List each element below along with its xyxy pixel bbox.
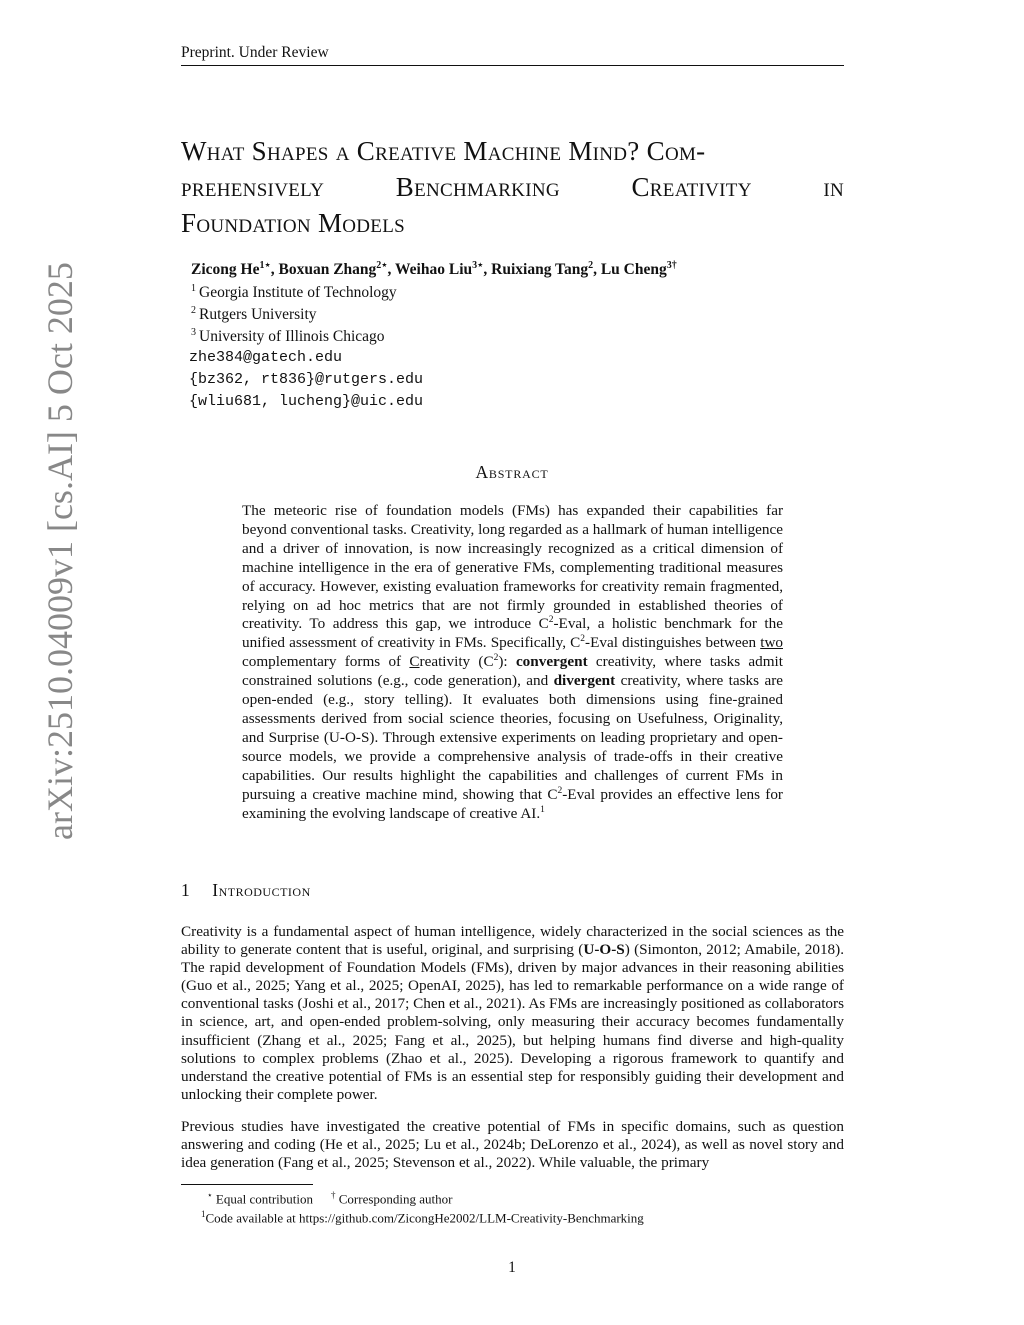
footnote: ⋆ Equal contribution † Corresponding author [207,1190,453,1207]
footnote-marker[interactable]: 1 [540,804,545,815]
email-address[interactable]: {bz362, rt836}@rutgers.edu [189,371,424,388]
affiliation [191,283,397,302]
section-heading [181,880,311,901]
affiliation-number: 1 [191,283,196,294]
footnote-rule [181,1184,313,1185]
affiliation-name: Georgia Institute of Technology [199,284,397,302]
bold-term: divergent [553,672,616,690]
bold-term: U-O-S [583,941,625,959]
author-name: Boxuan Zhang [278,261,377,279]
section-number: 1 [181,880,191,900]
author-name: Lu Cheng [600,261,667,279]
title-line-1: What Shapes a Creative Machine Mind? Com- [181,136,706,166]
author-sup: 2⋆ [376,260,388,271]
author-sup: 2 [588,260,594,271]
title-word: Benchmarking [395,172,560,202]
intro-paragraph: Previous studies have investigated the creative potential of FMs in specific domains, such as question answering and coding (He et al., 2025; Lu et al., 2024b; DeLorenzo et al., 2024), as well as novel story and idea generation (Fang et al., 2025; Stevenson et al., 2022). While valuable, the primary [181,1118,844,1172]
affiliation-number: 3 [191,327,196,338]
header-rule [181,65,844,66]
underlined-word: two [760,634,783,652]
abstract-heading: Abstract [475,462,549,482]
author-name: Zicong He [191,261,260,279]
author-sup: 3⋆ [472,260,484,271]
title-word: in [823,172,844,202]
intro-paragraph: Creativity is a fundamental aspect of human intelligence, widely characterized in the social sciences as the ability to generate content that is useful, original, and surprising (U-O-S) (Simonton, 2012; Amabile, 2018). The rapid development of Foundation Models (FMs), driven by major advances in their reasoning abilities (Guo et al., 2025; Yang et al., 2025; OpenAI, 2025), has led to remarkable performance on a wide range of conventional tasks (Joshi et al., 2017; Chen et al., 2021). As FMs are increasingly positioned as collaborators in science, art, and open-ended problem-solving, only measuring their accuracy becomes fundamentally insufficient (Zhang et al., 2025; Fang et al., 2025), but helping humans find diverse and high-quality solutions to complex problems (Zhao et al., 2025). Developing a rigorous framework to quantify and understand the creative potential of FMs is an essential step for responsibly guiding their development and unlocking their complete power. [181,923,844,1103]
affiliation-name: University of Illinois Chicago [199,328,385,346]
page-number: 1 [508,1259,516,1276]
running-head: Preprint. Under Review [181,44,329,61]
author-name: Ruixiang Tang [491,261,589,279]
title-line-2 [181,169,844,205]
title-line-3: Foundation Models [181,208,405,238]
affiliation [191,305,317,324]
author-sup: 3† [666,260,677,271]
underlined-letter: C [409,653,420,671]
email-address[interactable]: {wliu681, lucheng}@uic.edu [189,393,424,410]
affiliation-number: 2 [191,305,196,316]
code-link[interactable]: Code available at https://github.com/ZicongHe2002/LLM-Creativity-Benchmarking [205,1210,644,1226]
section-title: Introduction [212,880,311,900]
title-word: prehensively [181,172,325,202]
author-name: Weihao Liu [395,261,473,279]
affiliation [191,327,385,346]
email-address[interactable]: zhe384@gatech.edu [189,349,343,366]
title-word: Creativity [631,172,752,202]
bold-term: convergent [515,653,588,671]
footnote: $^1$Code available at https://github.com/ZicongHe2002/LLM-Creativity-Benchmarking [201,1209,644,1226]
affiliation-name: Rutgers University [199,306,317,324]
author-list: Zicong $He^{1⋆}$, Boxuan Zhang$^{2⋆}$, Weihao Liu$^{3⋆}$, Ruixiang Tang$^2$, Lu Cheng$^{3\dagger}$ [191,260,677,279]
abstract-text: The meteoric rise of foundation models (FMs) has expanded their capabilities far beyond conventional tasks. Creativity, long regarded as a hallmark of human intelligence and a driver of innovation, is now increasingly recognized as a critical dimension of machine intelligence in the era of generative FMs, complementing traditional measures of accuracy. However, existing evaluation frameworks for creativity remain fragmented, relying on ad hoc metrics that are not firmly grounded in established theories of creativity. To address this gap, we introduce $C^2$-Eval, a holistic benchmark for the unified assessment of creativity in FMs. Specifically, $C^2$-Eval distinguishes between two complementary forms of Creativity $(C^2)$: convergent creativity, where tasks admit constrained solutions (e.g., code generation), and divergent creativity, where tasks are open-ended (e.g., story telling). It evaluates both dimensions using fine-grained assessments derived from social science theories, focusing on Usefulness, Originality, and Surprise (U-O-S). Through extensive experiments on leading proprietary and open-source models, we provide a comprehensive analysis of trade-offs in their creative capabilities. Our results highlight the capabilities and challenges of current FMs in pursuing a creative machine mind, showing that $C^2$-Eval provides an effective lens for examining the evolving landscape of creative AI.$^1$ [242,502,783,822]
paper-title [181,133,844,241]
author-sup: 1⋆ [259,260,271,271]
